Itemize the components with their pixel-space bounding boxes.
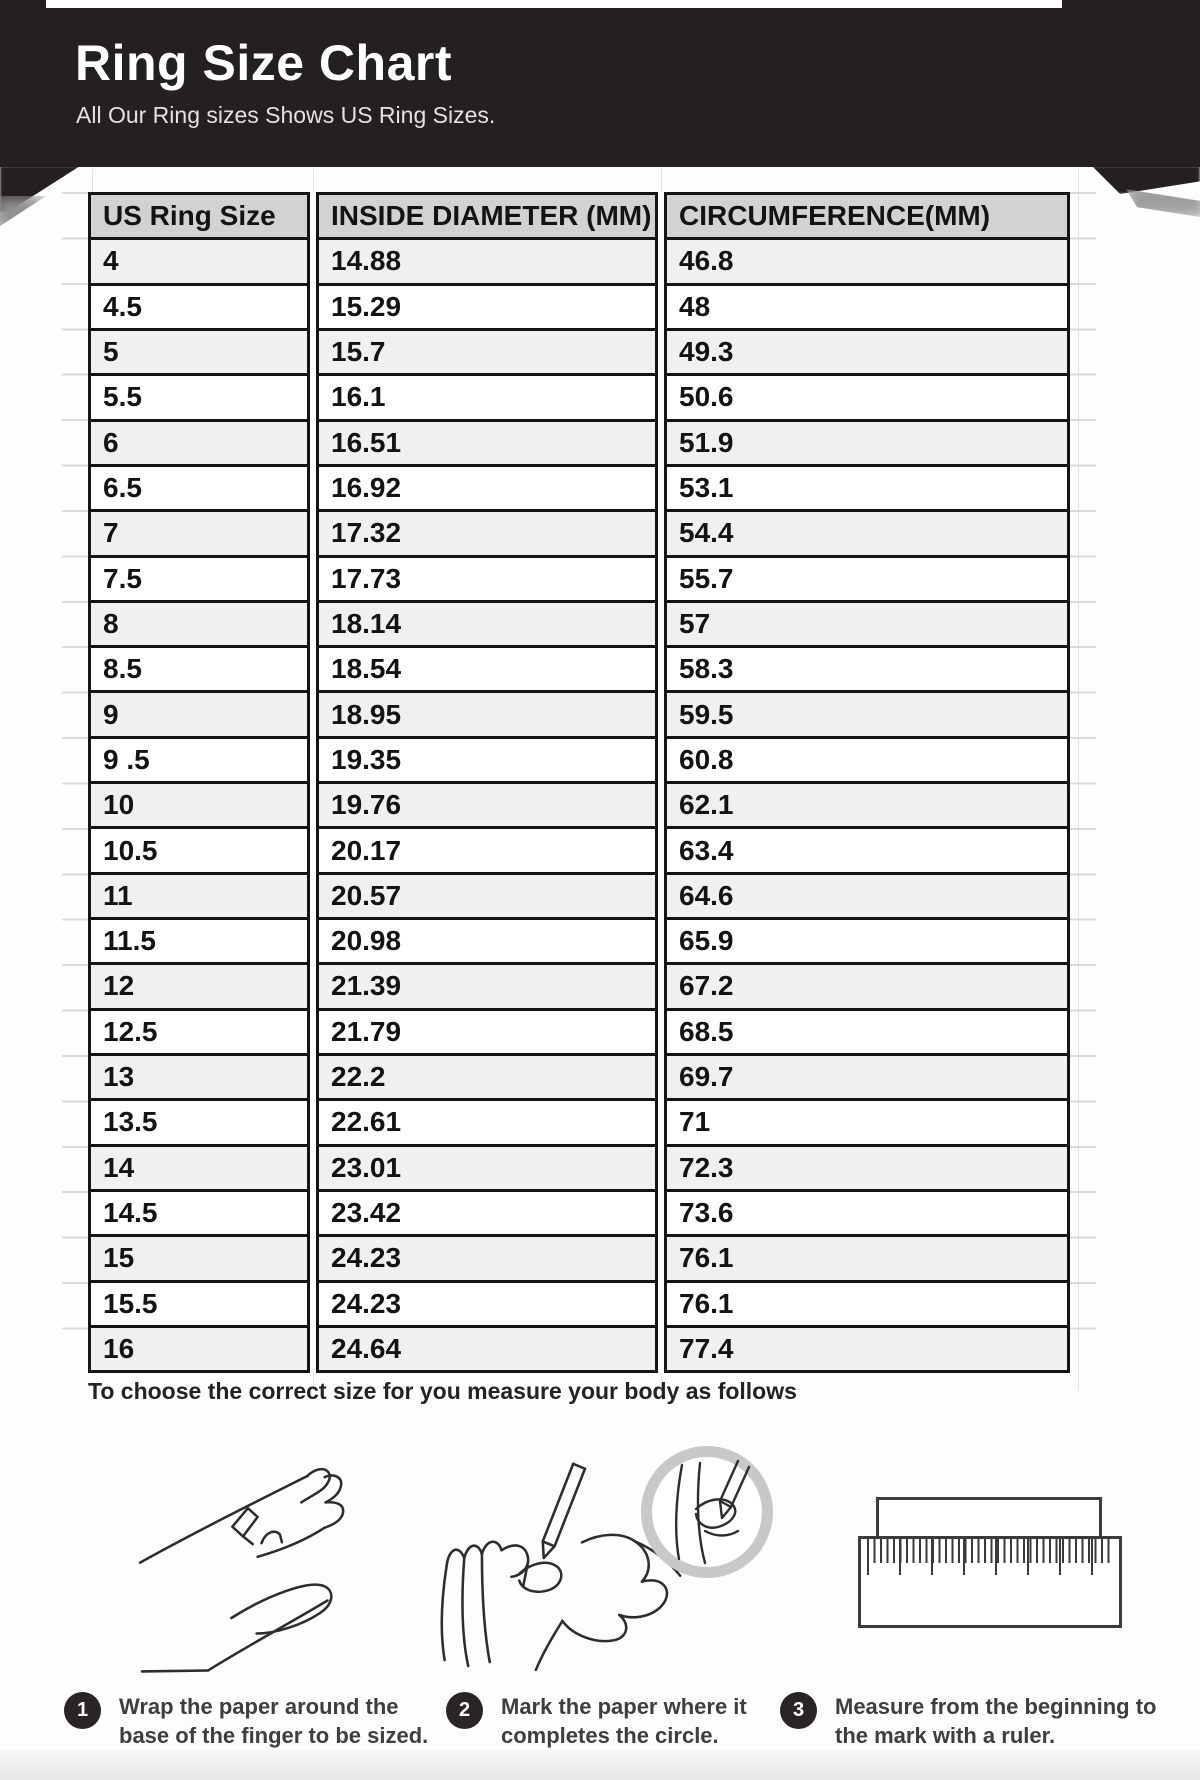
step-1-text xyxy=(119,1692,428,1750)
column-circumference xyxy=(664,192,1070,1373)
table-cell: 18.95 xyxy=(319,693,655,738)
step-3-number-badge: 3 xyxy=(780,1692,817,1729)
table-cell: 18.54 xyxy=(319,648,655,693)
hand-paper-wrap-illustration xyxy=(122,1448,366,1686)
table-cell: 9 .5 xyxy=(91,739,307,784)
table-cell: 53.1 xyxy=(667,467,1067,512)
table-cell: 23.42 xyxy=(319,1192,655,1237)
table-cell: 16 xyxy=(91,1328,307,1370)
table-cell: 60.8 xyxy=(667,739,1067,784)
table-cell: 9 xyxy=(91,693,307,738)
column-inside-diameter xyxy=(316,192,658,1373)
gridline xyxy=(661,169,662,192)
table-cell: 62.1 xyxy=(667,784,1067,829)
column-header: CIRCUMFERENCE(MM) xyxy=(667,195,1067,240)
table-cell: 12.5 xyxy=(91,1011,307,1056)
paper-strip-illustration xyxy=(876,1497,1102,1539)
table-cell: 63.4 xyxy=(667,829,1067,874)
table-cell: 14 xyxy=(91,1147,307,1192)
banner-left-smear xyxy=(0,196,46,230)
table-cell: 55.7 xyxy=(667,558,1067,603)
step-2-line-1: Mark the paper where it xyxy=(501,1694,747,1719)
table-cell: 22.61 xyxy=(319,1101,655,1146)
table-cell: 20.57 xyxy=(319,875,655,920)
table-cell: 50.6 xyxy=(667,376,1067,421)
step-3 xyxy=(780,1692,1156,1750)
table-cell: 10.5 xyxy=(91,829,307,874)
table-cell: 58.3 xyxy=(667,648,1067,693)
table-cell: 22.2 xyxy=(319,1056,655,1101)
measure-instructions-intro: To choose the correct size for you measure your body as follows xyxy=(88,1378,797,1404)
step-1-number-badge: 1 xyxy=(64,1692,101,1729)
table-cell: 76.1 xyxy=(667,1283,1067,1328)
table-cell: 23.01 xyxy=(319,1147,655,1192)
column-us-ring-size xyxy=(88,192,310,1373)
table-cell: 72.3 xyxy=(667,1147,1067,1192)
table-cell: 65.9 xyxy=(667,920,1067,965)
table-cell: 15.5 xyxy=(91,1283,307,1328)
magnifier-circle xyxy=(641,1446,773,1578)
table-cell: 71 xyxy=(667,1101,1067,1146)
table-cell: 19.35 xyxy=(319,739,655,784)
table-cell: 46.8 xyxy=(667,240,1067,285)
table-cell: 48 xyxy=(667,286,1067,331)
table-cell: 17.32 xyxy=(319,512,655,557)
page-title: Ring Size Chart xyxy=(75,35,452,91)
step-3-line-1: Measure from the beginning to xyxy=(835,1694,1157,1719)
row-gridline-ticks-left xyxy=(62,192,88,1373)
ring-size-table xyxy=(88,192,1070,1373)
step-2 xyxy=(446,1692,747,1750)
table-cell: 17.73 xyxy=(319,558,655,603)
header-banner xyxy=(0,0,1200,167)
table-cell: 4 xyxy=(91,240,307,285)
table-cell: 51.9 xyxy=(667,422,1067,467)
banner-right-corner-wedge xyxy=(1092,166,1200,194)
table-cell: 16.92 xyxy=(319,467,655,512)
table-cell: 15.7 xyxy=(319,331,655,376)
bottom-gray-band xyxy=(0,1750,1200,1780)
table-cell: 10 xyxy=(91,784,307,829)
step-1-line-2: base of the finger to be sized. xyxy=(119,1723,429,1748)
table-cell: 24.23 xyxy=(319,1237,655,1282)
row-gridline-ticks-right xyxy=(1070,192,1096,1373)
table-cell: 5 xyxy=(91,331,307,376)
table-cell: 19.76 xyxy=(319,784,655,829)
ruler-major-ticks xyxy=(867,1539,1113,1575)
table-cell: 11 xyxy=(91,875,307,920)
step-3-text xyxy=(835,1692,1156,1750)
table-cell: 73.6 xyxy=(667,1192,1067,1237)
table-cell: 16.51 xyxy=(319,422,655,467)
table-cell: 69.7 xyxy=(667,1056,1067,1101)
table-cell: 24.23 xyxy=(319,1283,655,1328)
table-cell: 24.64 xyxy=(319,1328,655,1370)
table-cell: 57 xyxy=(667,603,1067,648)
table-cell: 13 xyxy=(91,1056,307,1101)
table-cell: 12 xyxy=(91,965,307,1010)
gridline xyxy=(313,169,314,192)
table-cell: 76.1 xyxy=(667,1237,1067,1282)
table-cell: 8.5 xyxy=(91,648,307,693)
table-cell: 21.79 xyxy=(319,1011,655,1056)
magnifier-zoom-sketch xyxy=(652,1457,762,1567)
table-cell: 67.2 xyxy=(667,965,1067,1010)
step-2-line-2: completes the circle. xyxy=(501,1723,719,1748)
table-cell: 7.5 xyxy=(91,558,307,603)
table-cell: 59.5 xyxy=(667,693,1067,738)
table-cell: 20.17 xyxy=(319,829,655,874)
table-cell: 15 xyxy=(91,1237,307,1282)
column-header: US Ring Size xyxy=(91,195,307,240)
page-subtitle: All Our Ring sizes Shows US Ring Sizes. xyxy=(76,102,496,128)
table-cell: 11.5 xyxy=(91,920,307,965)
table-cell: 14.88 xyxy=(319,240,655,285)
table-cell: 77.4 xyxy=(667,1328,1067,1370)
table-cell: 15.29 xyxy=(319,286,655,331)
table-cell: 21.39 xyxy=(319,965,655,1010)
table-cell: 13.5 xyxy=(91,1101,307,1146)
column-header: INSIDE DIAMETER (MM) xyxy=(319,195,655,240)
table-cell: 4.5 xyxy=(91,286,307,331)
step-1-line-1: Wrap the paper around the xyxy=(119,1694,399,1719)
table-cell: 68.5 xyxy=(667,1011,1067,1056)
table-cell: 54.4 xyxy=(667,512,1067,557)
table-cell: 20.98 xyxy=(319,920,655,965)
table-cell: 14.5 xyxy=(91,1192,307,1237)
table-cell: 6 xyxy=(91,422,307,467)
ruler-illustration xyxy=(858,1536,1122,1628)
step-2-number-badge: 2 xyxy=(446,1692,483,1729)
table-cell: 18.14 xyxy=(319,603,655,648)
gridline xyxy=(92,169,93,192)
table-cell: 7 xyxy=(91,512,307,557)
step-1 xyxy=(64,1692,428,1750)
step-2-text xyxy=(501,1692,747,1750)
table-cell: 5.5 xyxy=(91,376,307,421)
top-white-strip xyxy=(46,0,1062,8)
table-cell: 16.1 xyxy=(319,376,655,421)
table-cell: 8 xyxy=(91,603,307,648)
table-cell: 6.5 xyxy=(91,467,307,512)
table-cell: 64.6 xyxy=(667,875,1067,920)
step-3-line-2: the mark with a ruler. xyxy=(835,1723,1056,1748)
table-cell: 49.3 xyxy=(667,331,1067,376)
